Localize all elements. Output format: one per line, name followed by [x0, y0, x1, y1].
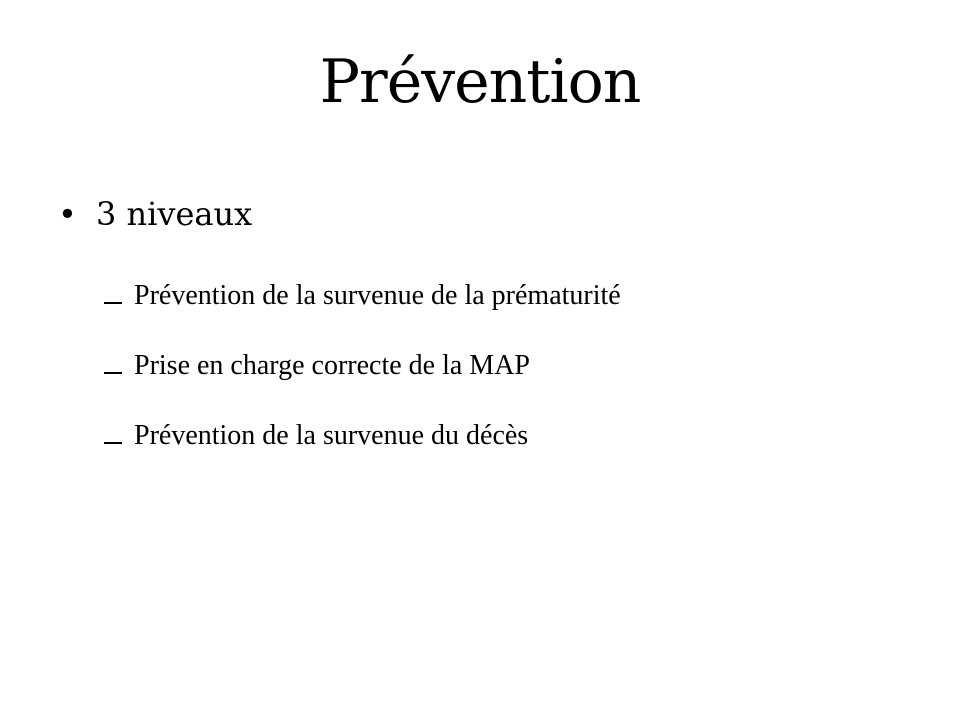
- dash-marker: [104, 442, 122, 444]
- sub-bullet-list: [104, 272, 621, 482]
- sub-bullet-text: Prise en charge correcte de la MAP: [134, 350, 530, 381]
- sub-bullet-item: [104, 272, 621, 320]
- sub-bullet-item: [104, 342, 621, 390]
- bullet-item: [58, 190, 252, 238]
- dash-marker: [104, 372, 122, 374]
- dash-marker: [104, 302, 122, 304]
- sub-bullet-item: [104, 412, 621, 460]
- sub-bullet-text: Prévention de la survenue du décès: [134, 420, 529, 451]
- bullet-marker: •: [58, 195, 77, 233]
- bullet-text: 3 niveaux: [96, 195, 253, 233]
- slide-title: Prévention: [319, 47, 641, 117]
- sub-bullet-text: Prévention de la survenue de la prématurité: [134, 280, 621, 311]
